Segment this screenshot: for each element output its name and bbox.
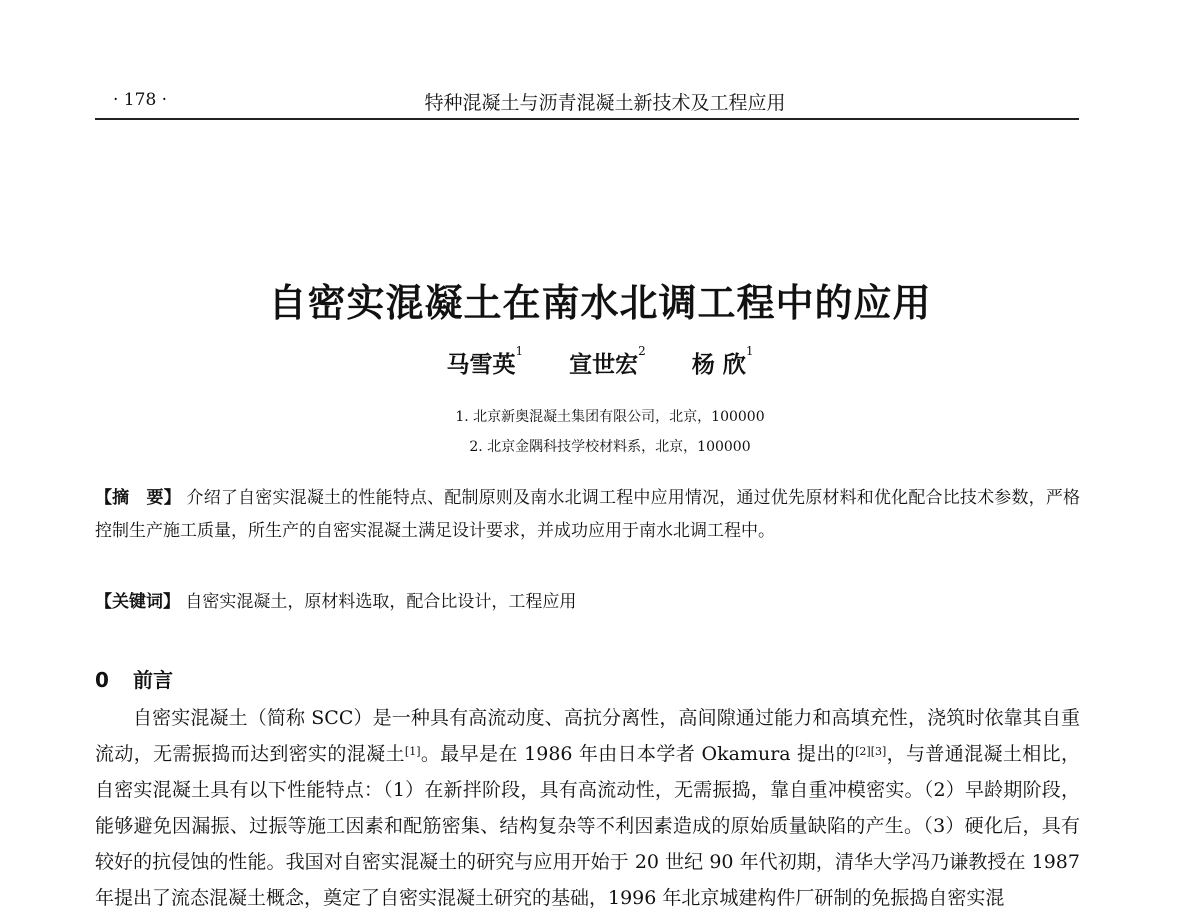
author-affil-mark: 2 — [638, 344, 646, 358]
author-list — [0, 346, 1200, 379]
para-text: 。最早是在 1986 年由日本学者 Okamura 提出的 — [420, 743, 856, 765]
author-affil-mark: 1 — [515, 344, 524, 358]
author-name: 马雪英 — [446, 351, 516, 378]
article-title: 自密实混凝土在南水北调工程中的应用 — [268, 280, 932, 325]
keywords-text: 自密实混凝土，原材料选取，配合比设计，工程应用 — [185, 592, 577, 612]
citation: [1] — [404, 745, 421, 758]
running-header-title: 特种混凝土与沥青混凝土新技术及工程应用 — [424, 92, 786, 114]
keywords-label: 【关键词】 — [95, 592, 180, 612]
body-paragraph — [95, 700, 1080, 916]
author-affil-mark: 1 — [745, 344, 754, 358]
citation: [2][3] — [855, 745, 887, 758]
section-title: 前言 — [133, 668, 173, 692]
page-number: · 178 · — [113, 90, 168, 110]
author-name: 宣世宏 — [569, 351, 639, 378]
abstract-text: 介绍了自密实混凝土的性能特点、配制原则及南水北调工程中应用情况，通过优先原材料和优化配合比技术参数，严格控制生产施工质量，所生产的自密实混凝土满足设计要求，并成功应用于南水北调工程中。 — [95, 488, 1081, 541]
section-number: 0 — [95, 668, 109, 692]
para-text: ，与普通混凝土相比，自密实混凝土具有以下性能特点：（1）在新拌阶段，具有高流动性，无需振捣，靠自重冲模密实。（2）早龄期阶段，能够避免因漏振、过振等施工因素和配筋密集、结构复杂等不利因素造成的原始质量缺陷的产生。（3）硬化后，具有较好的抗侵蚀的性能。我国对自密实混凝土的研究与应用开始于 20 世纪 90 年代初期，清华大学冯乃谦教授在 1987 年提出了流态混凝土概念，奠定了自密实混凝土研究的基础，1996 年北京城建构件厂研制的免振捣自密实混 — [95, 743, 1080, 909]
abstract — [95, 482, 1080, 548]
section-heading — [95, 664, 173, 693]
affiliation: 2. 北京金隅科技学校材料系，北京，100000 — [469, 439, 751, 455]
keywords — [95, 590, 1080, 614]
affiliation: 1. 北京新奥混凝土集团有限公司，北京，100000 — [455, 409, 765, 425]
para-text: 自密实混凝土（简称 SCC）是一种具有高流动度、高抗分离性，高间隙通过能力和高填充性，浇筑时依靠其自重流动，无需振捣而达到密实的混凝土 — [95, 707, 1080, 765]
header-divider — [95, 118, 1079, 120]
author-name: 杨 欣 — [691, 351, 746, 378]
abstract-label: 【摘 要】 — [95, 488, 181, 508]
